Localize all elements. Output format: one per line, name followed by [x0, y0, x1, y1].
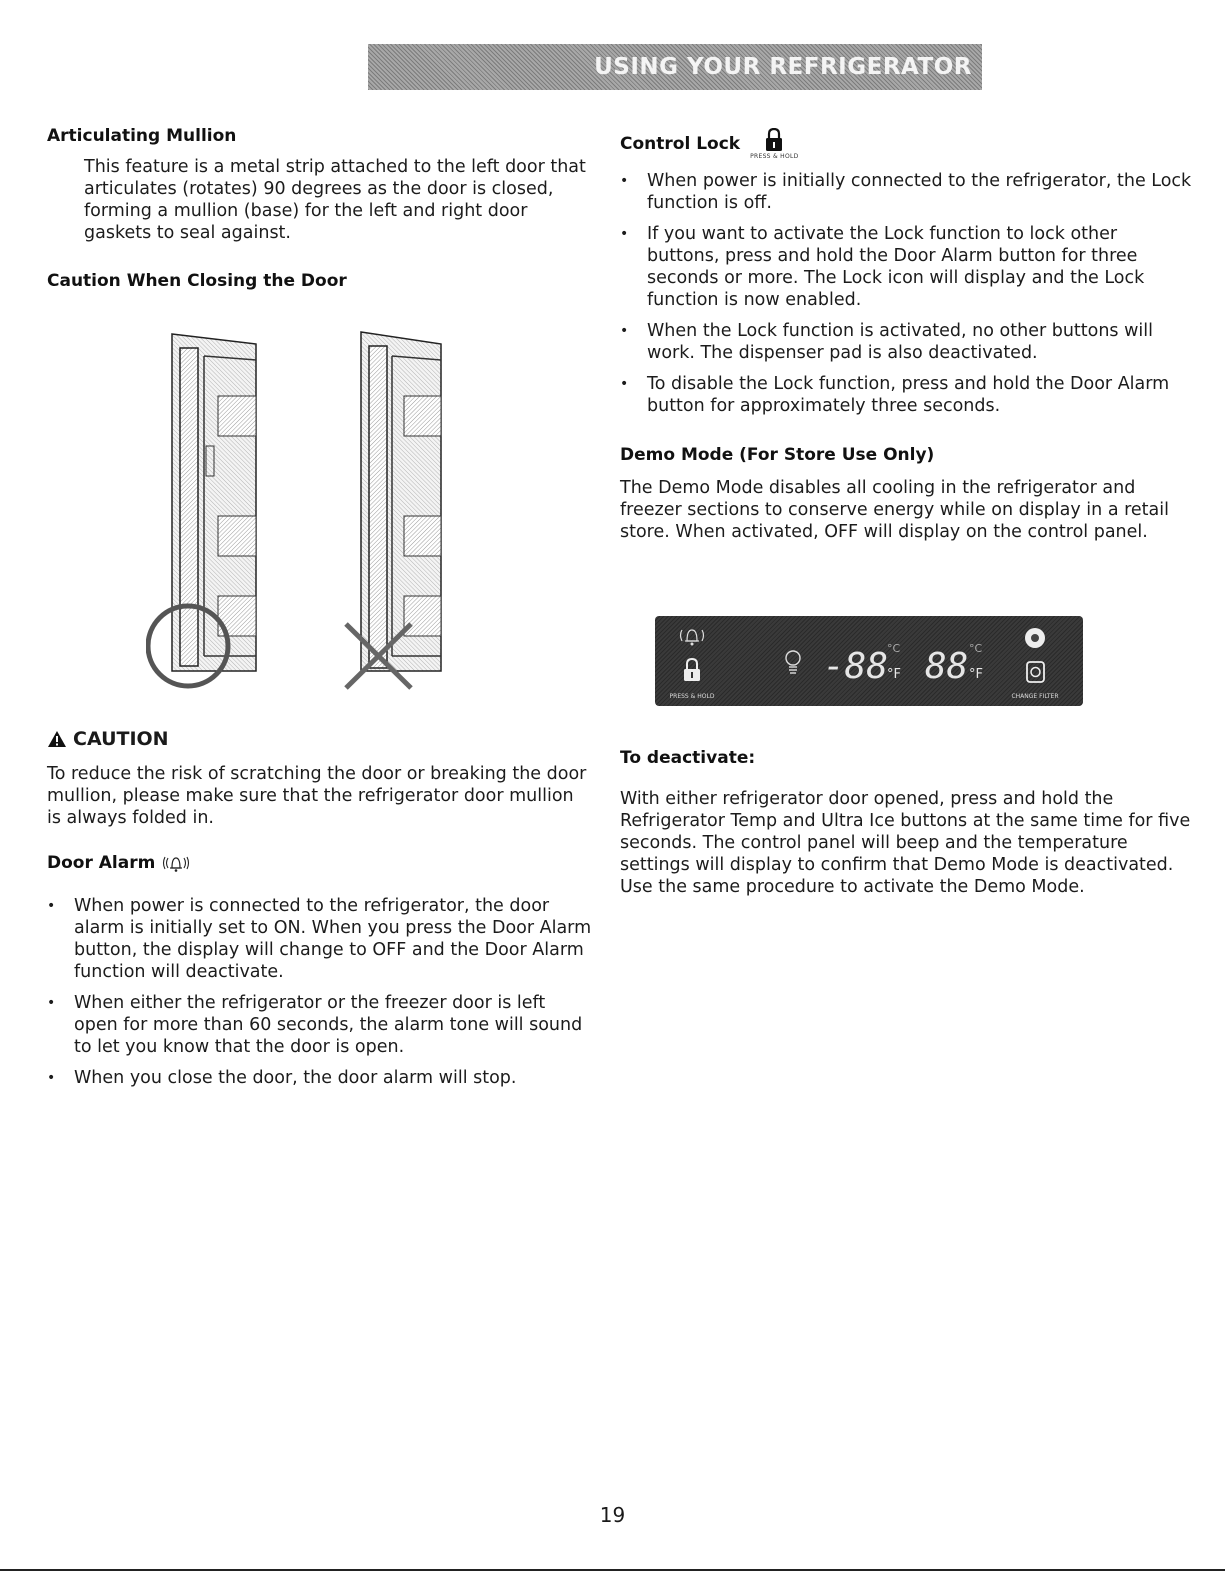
door-alarm-title: Door Alarm [47, 853, 156, 873]
panel-ice-icon [1025, 628, 1045, 648]
left-column [47, 126, 592, 291]
warning-triangle-icon [47, 730, 67, 748]
door-mullion-illustration [146, 326, 466, 696]
mullion-heading: Articulating Mullion [47, 126, 237, 146]
lock-caption: PRESS & HOLD [750, 153, 799, 160]
panel-alarm-icon [681, 630, 704, 641]
caution-heading [47, 728, 169, 750]
bottom-rule [0, 1569, 1225, 1571]
control-lock-list [620, 170, 1195, 417]
caution-text: To reduce the risk of scratching the door or breaking the door mullion, please make sure that the refrigerator door mullion is always folded in. [47, 764, 587, 828]
demo-mode-text: The Demo Mode disables all cooling in the refrigerator and freezer sections to conserve energy while on display in a retail store. When activated, OFF will display on the control panel. [620, 478, 1169, 542]
control-panel-display [655, 616, 1083, 706]
deactivate-text: With either refrigerator door opened, press and hold the Refrigerator Temp and Ultra Ice buttons at the same time for five seconds. The control panel will beep and the temperature settings will display to confirm that Demo Mode is deactivated. Use the same procedure to activate the Demo Mode. [620, 789, 1191, 897]
right-column [620, 130, 1195, 543]
panel-bulb-icon [786, 651, 800, 673]
door-alarm-heading [47, 853, 191, 873]
demo-mode-heading: Demo Mode (For Store Use Only) [620, 445, 935, 465]
door-correct-drawing [148, 334, 256, 686]
control-lock-heading [620, 130, 1195, 160]
freezer-unit-c: °C [969, 642, 983, 655]
page-number: 19 [599, 1503, 626, 1527]
door-alarm-list [47, 895, 592, 1098]
deactivate-section [620, 748, 1195, 898]
freezer-temp-digits: 88 [925, 646, 969, 687]
deactivate-heading: To deactivate: [620, 748, 756, 768]
panel-lock-icon [684, 659, 700, 681]
closing-heading: Caution When Closing the Door [47, 271, 347, 291]
fridge-temp-digits: -88 [823, 646, 889, 687]
list-item: • When either the refrigerator or the freezer door is left open for more than 60 seconds, the alarm tone will sound to let you know that the door is open. [47, 992, 592, 1058]
list-item: • When you close the door, the door alarm will stop. [47, 1067, 592, 1089]
list-item: • When power is initially connected to the refrigerator, the Lock function is off. [620, 170, 1195, 214]
caution-label: CAUTION [73, 728, 169, 750]
control-lock-title: Control Lock [620, 134, 741, 154]
mullion-text: This feature is a metal strip attached to the left door that articulates (rotates) 90 degrees as the door is closed, forming a mullion (base) for the left and right door gaskets to seal against. [84, 157, 586, 243]
list-item: • When the Lock function is activated, no other buttons will work. The dispenser pad is also deactivated. [620, 320, 1195, 364]
list-item: • If you want to activate the Lock function to lock other buttons, press and hold the Door Alarm button for three seconds or more. The Lock icon will display and the Lock function is now enabled. [620, 223, 1195, 311]
bell-alarm-icon [161, 853, 191, 873]
freezer-unit-f: °F [969, 667, 983, 682]
list-item: • To disable the Lock function, press and hold the Door Alarm button for approximately three seconds. [620, 373, 1195, 417]
panel-filter-icon [1027, 662, 1044, 682]
fridge-unit-c: °C [887, 642, 901, 655]
lock-icon [764, 128, 784, 152]
list-item: • When power is connected to the refrigerator, the door alarm is initially set to ON. When you press the Door Alarm button, the display will change to OFF and the Door Alarm function will deactivate. [47, 895, 592, 983]
lock-icon-group [750, 128, 799, 160]
panel-right-caption: CHANGE FILTER [1011, 693, 1059, 700]
door-incorrect-drawing [346, 332, 441, 688]
panel-left-caption: PRESS & HOLD [669, 693, 715, 700]
fridge-unit-f: °F [887, 667, 901, 682]
section-banner: USING YOUR REFRIGERATOR [368, 44, 982, 90]
control-panel-graphic [655, 616, 1083, 706]
